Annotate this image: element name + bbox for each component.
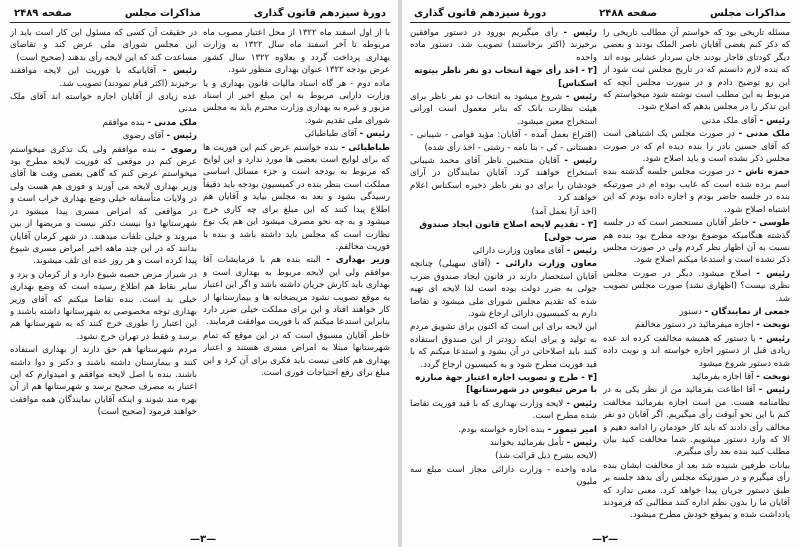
speech-text: در صورت مجلس جلسه گذشته بنده اسم برده شده است که غایب بوده ام در صورتیکه بنده در جلسه حاضر بودم و اجازه داده بودم که این اشتباه اصلاح شود. bbox=[603, 167, 790, 215]
speech-text: آقای معاون وزارت دارائی bbox=[472, 245, 567, 256]
section-heading bbox=[603, 306, 790, 318]
speaker-paragraph bbox=[410, 258, 597, 320]
heading-text: [۴ - طرح و تصویب اجازه اعتبار جهة مبارزه با مرض تیفوس در شهرستانها] bbox=[415, 372, 597, 396]
page-number: —۳— bbox=[190, 534, 217, 545]
body-paragraph: ماده واحده - وزارت دارائی مجاز است مبلغ سه ملیون bbox=[410, 464, 597, 488]
speech-text: اجازه میفرمائید در دستور مخالفم bbox=[635, 320, 757, 331]
body-paragraph: مردم شهرستانها هم حق دارند از بهداری استفاده کنند و بیمارستان داشته باشند و دکتر و دوا داشته باشند. بنده با اصل لایحه موافقم و امیدوارم که این اعتبار به مصرف صحیح برسد و شهرستانها هم از آن بهره مند شوند و اینکه آقایان نمایندگان همه موافقت خواهند فرمود (صحیح است) bbox=[10, 345, 197, 418]
body-paragraph: عده زیادی از آقایان اجازه خواسته اند آقای ملک مدنی bbox=[10, 92, 197, 115]
speaker-paragraph bbox=[603, 384, 790, 458]
speech-text: بنده موافقم bbox=[102, 117, 148, 128]
speaker-paragraph bbox=[203, 128, 390, 140]
speaker-name: رئیس - bbox=[759, 115, 790, 126]
speech-text: البته بنده هم با فرمایشات آقا موافقم ولی این لایحه مربوط به بهداری است و بهداری باید کارش جریان داشته باشد و اگر این اعتبار به موقع تصویب نشود مریضخانه ها و بیمارستانها از کار خواهند افتاد و این برای مملکت خیلی ضرر دارد بنابراین استدعا میکنم که با فوریت موافقت فرمایند. bbox=[203, 255, 390, 328]
body-paragraph: مسئله تاریخی بود که خواستم آن مطالب تاریخی را که ذکر کنم بعضی آقایان ناصر الملک بودند و بعضی دیگر کودتای قاجار بودند خان سردار عشایر بوده اند که بنده لازم دانستم که در تاریخ مجلس ثبت شود از این رو توضیح دادم و در سورت مجلس آنچه که مربوط به این مطلب است نوشته شود میخواستم که این تذکر را در مجلس بدهم که اصلاح شود. bbox=[603, 28, 790, 113]
right-page-right-column bbox=[603, 27, 790, 539]
speech-text: شروع میشود به انتخاب دو نفر ناظر برای هیئت نظارت بانک که بنابر معمول است اورانی استخراج معین میشود. bbox=[410, 92, 597, 127]
speech-text: آقا اطاعت بفرمائید من از نظر یکی به در نظامنامه هست. من است اجازه بفرمائید مخالفت کنم با این نحو آنوقت رأی میگیریم. اگر آقایان دو نفر مخالف رأی دادند که باید کار خودمان را ادامه دهیم و الا که وارد دستور میشویم. شما مخالفت کنید بیان مطلب کنید بنده بعد رأی میگیرم. bbox=[603, 385, 790, 458]
speaker-name: حمزه تاش - bbox=[738, 167, 790, 178]
speaker-name: رئیس - bbox=[756, 268, 790, 279]
speaker-paragraph bbox=[10, 144, 197, 268]
speaker-paragraph bbox=[10, 117, 197, 129]
speaker-paragraph bbox=[203, 254, 390, 328]
journal-title: مذاکرات مجلس bbox=[709, 8, 786, 19]
body-paragraph: با از اول اسفند ماه ۱۳۲۲ از محل اعتبار مصوب ماه مربوطه تا آخر اسفند ماه سال ۱۳۲۲ به وزارت بهداری پرداخت گردد و بعلاوه ۱۳۲۲ سال کشور عرض بودجه ۱۳۲۲ عنوان بهداری منظور شود. bbox=[203, 28, 390, 76]
speaker-name: رئیس - bbox=[565, 92, 597, 103]
speaker-paragraph bbox=[410, 155, 597, 205]
speech-text: آقای رضوی bbox=[122, 131, 167, 142]
body-paragraph: در حقیقت آن کسی که مسئول این کار است باید از این مجلس شورای ملی عرض کند و تقاضای مساعدت کند که این لایحه رأی بدهند (صحیح است) bbox=[10, 28, 197, 63]
speaker-name: نوبخت - bbox=[756, 320, 790, 331]
body-paragraph: (اقتراع بعمل آمده - آقایان: مؤید قوامی - شیبانی - دهستانی - کی - بنا نامه - رشتی - اخذ رأی شده) bbox=[410, 130, 597, 153]
speaker-paragraph bbox=[603, 333, 790, 370]
speaker-name: رئیس - bbox=[563, 28, 597, 38]
speaker-paragraph bbox=[410, 398, 597, 423]
speaker-name: رئیس - bbox=[166, 131, 197, 142]
speech-text: اصلاح میشود. دیگر در صورت مجلس نظری نیست؟ (اظهاری نشد) صورت مجلس تصویب شد. bbox=[603, 268, 790, 304]
speaker-paragraph bbox=[603, 217, 790, 267]
speaker-paragraph bbox=[410, 91, 597, 128]
speaker-name: رضوی - bbox=[161, 144, 197, 155]
speech-text: بنده موافقم ولی یک تذکری میخواستم عرض کنم در موقعی که فوریت لایحه مطرح بود میخواستم عرض کنم که گاهی بعضی وقت ها آقای وزیر بهداری لایحه می آورند و فوری هم هست ولی در ولایات متأسفانه خیلی وضع بهداری خراب است و در مواقعی که امراض مسری پیدا میشود در شهرستانها دوا نیست دکتر نیست و مریضها از بین میروند و خیلی تلفات میدهند. در شهر کرمان آقایان بدانند که در این چند ماهه اخیر امراض مسری شیوع پیدا کرده است و هر روز عده ای تلف میشوند. bbox=[10, 144, 197, 267]
left-page bbox=[0, 0, 398, 547]
body-paragraph: این لایحه برای این است که اکنون برای تشویق مردم به تولید و برای اینکه زودتر از این صندوق استفاده کنند باید اصلاحاتی در آن بشود و استدعا میکنم که با قید فوریت مطرح شود و به کمیسیون ارجاع گردد. bbox=[410, 322, 597, 370]
right-page-columns bbox=[410, 27, 790, 539]
speech-text: خاطر آقایان مستحضر است که در جلسه گذشته هنگامیکه موضوع بودجه مطرح بود بنده هم نسبت به آن اظهار نظر کردم ولی در صورت مجلس ذکر نشده است و استدعا میکنم اصلاح شود. bbox=[603, 218, 790, 266]
speaker-paragraph bbox=[10, 130, 197, 142]
series-title: دورهٔ سیزدهم قانون گذاری bbox=[414, 8, 547, 19]
speaker-paragraph bbox=[410, 437, 597, 449]
left-page-columns bbox=[10, 27, 390, 539]
speech-text: در صورت مجلس یک اشتباهی است که آقای حسین نادر را بنده دیده ام که در صورت مجلس ذکر نشده است و باید اصلاح شود. bbox=[603, 129, 790, 165]
speech-text: با دستور که همیشه مخالفت کرده اند عده زیادی قبل از دستور اجازه خواسته اند و نوبت داده شده دستور شروع میشود bbox=[603, 333, 790, 369]
left-page-right-column bbox=[203, 27, 390, 539]
page-number: —۲— bbox=[592, 534, 619, 545]
left-page-header bbox=[10, 6, 390, 23]
speaker-paragraph bbox=[203, 142, 390, 254]
speech-text: (آقای سهیلی) چنانچه آقایان استحضار دارند در قانون ایجاد صندوق ضرب جولی به ضرر دولت بوده است لذا لایحه ای تهیه شده که تقدیم مجلس شورای ملی میشود و تقاضا دارم به کمیسیون دارائی ارجاع شود. bbox=[410, 259, 597, 319]
speech-text: آقای ملک مدنی bbox=[701, 115, 760, 126]
series-title: دورهٔ سیزدهم قانون گذاری bbox=[253, 8, 386, 19]
speech-text: تأمل بفرمائید بخوانند bbox=[489, 438, 567, 448]
speaker-name: رئیس - bbox=[566, 398, 597, 409]
body-paragraph: ماده دوم - هر گاه اسناد مالیات قانون بهداری و یا وزارت دارایی مربوط به این مبلغ اخیر از اسناد مزبور و غیره به بهداری وزارت محترم باید به مجلس شورای ملی تقدیم شود. bbox=[203, 78, 390, 126]
speaker-paragraph bbox=[603, 115, 790, 127]
speech-text: رأی میگیریم بورود در دستور موافقین برخیزند (اکثر برخاستند) تصویب شد. دستور ماده واحده bbox=[410, 28, 597, 63]
left-page-left-column bbox=[10, 27, 197, 539]
speaker-paragraph bbox=[603, 371, 790, 383]
speech-text: لایحه وزارت بهداری که با قید فوریت تقاضا شده مطرح است. bbox=[410, 398, 597, 422]
body-paragraph: در شیراز مرض حصبه شیوع دارد و از کرمان و یزد و سایر نقاط هم اطلاع رسیده است که وضع بهداری خیلی بد است. بنده تقاضا میکنم که آقای وزیر بهداری توجه مخصوصی به شهرستانها داشته باشند و این اعتبار را طوری خرج کنند که به شهرستانها هم برسد و فقط در تهران خرج نشود. bbox=[10, 269, 197, 342]
speech-text: بنده خواستم عرض کنم این فوریت ها که برای لوایح است بعضی ها مورد ندارد و این لوایح که مربوط به بودجه است و جزء مسائل اساسی مملکت است بنظر بنده در کمیسیون بودجه باید دقیقاً رسیدگی بشود و بعد به مجلس بیاید و آقایان هم اطلاع پیدا کنند که این مبلغ برای چه کاری خرج میشود و به چه نحو مصرف میشود این هم یک نوع نظارت است که مجلس باید داشته باشد و بنده با فوریت مخالفم. bbox=[203, 142, 390, 252]
body-paragraph: بیانات طرفین شنیده شد بعد از مخالفت ایشان بنده رأی میگیرم و در صورتیکه مجلس رأی بدهد جلسه بر طبق دستور جریان پیدا خواهد کرد. معنی ندارد که آقایان ما را بدون نظم اداره کنند مطالبی که فرمودند یادداشت شده و بموقع خودش مطرح میشود. bbox=[603, 460, 790, 521]
heading-text: جمعی از نمایندگان - bbox=[704, 306, 790, 317]
speaker-name: رئیس - bbox=[566, 245, 597, 256]
page-label: صفحه ۲۴۸۹ bbox=[14, 8, 73, 19]
heading-text: [۳ - تقدیم لایحه اصلاح قانون ایجاد صندوق ضرب جولی] bbox=[419, 220, 597, 243]
section-heading bbox=[410, 65, 597, 90]
speaker-name: رئیس - bbox=[758, 333, 790, 344]
body-paragraph: (لایحه بشرح ذیل قرائت شد) bbox=[495, 451, 597, 462]
right-page-left-column bbox=[410, 27, 597, 539]
heading-extra: دستور bbox=[679, 306, 705, 317]
speaker-name: معاون وزارت دارائی - bbox=[495, 259, 597, 270]
body-paragraph: خاطر آقایان مسبوق است که در این موقع که تمام شهرستانها مبتلا به امراض مسری هستند و اعتبار بهداری هم کافی نیست باید فکری برای آن کرد و این مبلغ برای رفع احتیاجات فوری است. bbox=[203, 330, 390, 378]
speaker-name: امیر تیمور - bbox=[547, 424, 597, 435]
right-page bbox=[402, 0, 800, 547]
journal-title: مذاکرات مجلس bbox=[124, 8, 201, 19]
body-paragraph: (اخذ آرا بعمل آمد) bbox=[531, 206, 597, 217]
speaker-name: ملک مدنی - bbox=[147, 117, 197, 128]
speaker-name: وزیر بهداری - bbox=[326, 255, 390, 266]
speech-text: آقای طباطبائی bbox=[304, 129, 360, 140]
speech-text: آقایان منتخبین ناظر آقای محمد شیبانی استخراج خواهند کرد. آقایان نمایندگان در آرای خودشان را برای دو نفر ناظر ذخیره اسکناس اعلام خواهند کرد bbox=[410, 156, 597, 204]
speaker-paragraph bbox=[410, 424, 597, 436]
speaker-paragraph bbox=[410, 245, 597, 257]
speaker-name: نوبخت - bbox=[756, 371, 790, 382]
speech-text: آقا اجازه بفرمائید bbox=[691, 371, 757, 382]
speaker-paragraph bbox=[603, 128, 790, 165]
speech-text: بنده اجازه خواسته بودم. bbox=[458, 424, 548, 435]
speaker-name: رئیس - bbox=[564, 156, 597, 167]
speaker-name: طباطبائی - bbox=[341, 142, 390, 153]
speaker-name: رئیس - bbox=[162, 66, 197, 77]
page-label: صفحه ۲۴۸۸ bbox=[599, 8, 658, 19]
speaker-name: رئیس - bbox=[359, 129, 390, 140]
speaker-paragraph bbox=[603, 319, 790, 331]
speaker-paragraph bbox=[603, 268, 790, 305]
section-heading bbox=[410, 372, 597, 397]
right-page-header bbox=[410, 6, 790, 23]
heading-text: [۲ - اخذ رأی جهة انتخاب دو نفر ناظر بیتوته اسکناس] bbox=[414, 66, 597, 89]
speaker-paragraph bbox=[410, 27, 597, 64]
speaker-name: طوسی - bbox=[752, 218, 790, 229]
speaker-paragraph bbox=[603, 166, 790, 216]
speaker-name: رئیس - bbox=[566, 438, 597, 448]
speech-text: آقایانیکه با فوریت این لایحه موافقند برخیزند (اکثر قیام نمودند) تصویب شد. bbox=[10, 66, 197, 89]
speaker-paragraph bbox=[10, 65, 197, 90]
section-heading bbox=[410, 219, 597, 244]
speaker-name: ملک مدنی - bbox=[738, 129, 790, 140]
speaker-name: رئیس - bbox=[758, 385, 790, 396]
